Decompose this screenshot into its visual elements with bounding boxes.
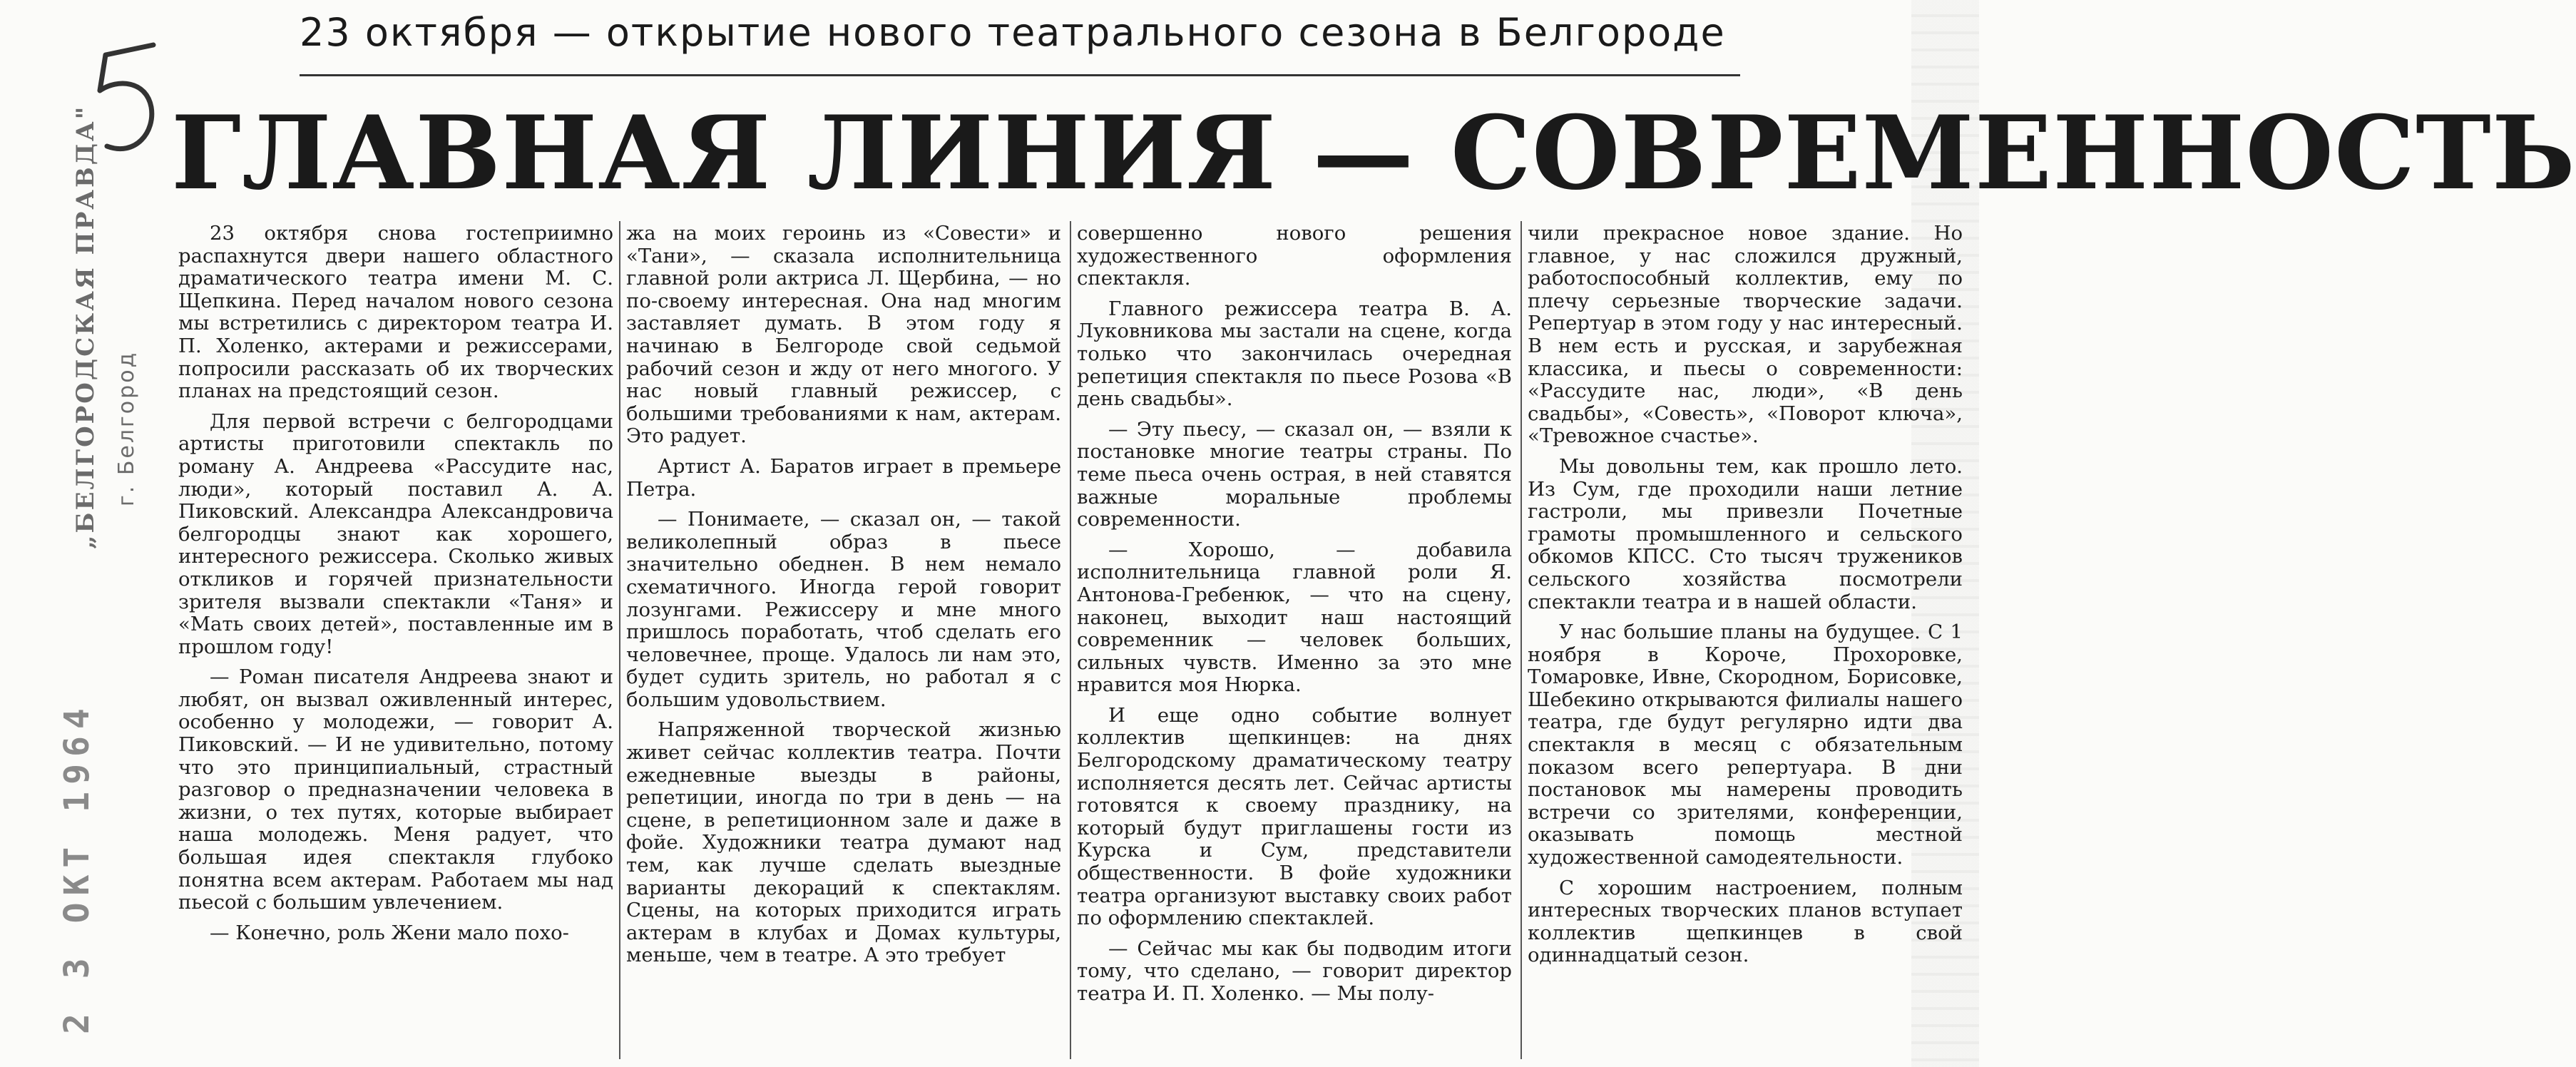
paragraph: Артист А. Баратов играет в премьере Петра.	[626, 454, 1061, 501]
column-rule	[1520, 221, 1522, 1059]
article-column-3	[1077, 223, 1512, 1014]
paragraph: Для первой встречи с белгородцами артисты приготовили спектакль по роману А. Андреева «Рассудите нас, люди», который поставил А. А. Пиковский. Александра Александровича белгородцы знают как хорошего, интересного режиссера. Сколько живых откликов и горячей признательности зрителя вызвали спектакли «Таня» и «Мать своих детей», поставленные им в прошлом году!	[178, 409, 613, 658]
paragraph: — Хорошо, — добавила исполнительница главной роли Я. Антонова-Гребенюк, — что на сцену, наконец, выходит наш настоящий современник — человек больших, сильных чувств. Именно за это мне нравится моя Нюрка.	[1077, 538, 1512, 697]
paragraph: И еще одно событие волнует коллектив щепкинцев: на днях Белгородскому драматическому театру исполняется десять лет. Сейчас артисты готовятся к своему празднику, на который будут приглашены гости из Курска и Сум, представители общественности. В фойе художники театра организуют выставку своих работ по оформлению спектаклей.	[1077, 703, 1512, 930]
stamp-city: г. Белгород	[114, 350, 139, 506]
paragraph: Главного режиссера театра В. А. Луковникова мы застали на сцене, когда только что закончилась очередная репетиция спектакля по пьесе Розова «В день свадьбы».	[1077, 297, 1512, 411]
kicker-rule	[300, 74, 1740, 76]
stamp-date: 2 3 ОКТ 1964	[57, 701, 97, 1034]
article-column-4	[1528, 223, 1963, 975]
paragraph: — Роман писателя Андреева знают и любят, он вызвал оживленный интерес, особенно у молодежи, — говорит А. Пиковский. — И не удивительно, потому что это принципиальный, страстный разговор о предназначении человека в жизни, о тех путях, которые выбирает наша молодежь. Меня радует, что большая идея спектакля глубоко понятна всем актерам. Работаем мы над пьесой с большим увлечением.	[178, 665, 613, 914]
paragraph: — Эту пьесу, — сказал он, — взяли к постановке многие театры страны. По теме пьеса очень острая, в ней ставятся важные моральные проблемы современности.	[1077, 417, 1512, 531]
kicker-headline: 23 октября — открытие нового театрального сезона в Белгороде	[300, 10, 1726, 55]
paragraph: — Сейчас мы как бы подводим итоги тому, что сделано, — говорит директор театра И. П. Холенко. — Мы полу-	[1077, 936, 1512, 1005]
paragraph: С хорошим настроением, полным интересных творческих планов вступает коллектив щепкинцев в свой одиннадцатый сезон.	[1528, 876, 1963, 967]
paragraph: 23 октября снова гостеприимно распахнутся двери нашего областного драматического театра имени М. С. Щепкина. Перед началом нового сезона мы встретились с директором театра И. П. Холенко, актерами и режиссерами, попросили рассказать об их творческих планах на предстоящий сезон.	[178, 222, 613, 403]
archive-stamp	[29, 104, 150, 1034]
paragraph: жа на моих героинь из «Совести» и «Тани», — сказала исполнительница главной роли актриса Л. Щербина, — но по-своему интересная. Она над многим заставляет думать. В этом году я начинаю в Белгороде свой седьмой рабочий сезон и жду от него многого. У нас новый главный режиссер, с большими требованиями к нам, актерам. Это радует.	[626, 222, 1061, 448]
stamp-newspaper-name: „БЕЛГОРОДСКАЯ ПРАВДА"	[71, 104, 100, 549]
column-rule	[1070, 221, 1071, 1059]
article-column-2	[626, 223, 1061, 975]
paragraph: Напряженной творческой жизнью живет сейчас коллектив театра. Почти ежедневные выезды в районы, репетиции, иногда по три в день — на сцене, в репетиционном зале и даже в фойе. Художники театра думают над тем, как лучше сделать выездные варианты декораций к спектаклям. Сцены, на которых приходится играть актерам в клубах и Домах культуры, меньше, чем в театре. А это требует	[626, 718, 1061, 967]
paragraph: — Понимаете, — сказал он, — такой великолепный образ в пьесе значительно обеднен. В нем немало схематичного. Иногда герой говорит лозунгами. Режиссеру и мне много пришлось поработать, чтоб сделать его человечнее, проще. Удалось ли нам это, будет судить зритель, но работал я с большим удовольствием.	[626, 508, 1061, 711]
column-rule	[619, 221, 620, 1059]
paragraph: — Конечно, роль Жени мало похо-	[210, 921, 569, 944]
article-column-1	[178, 223, 613, 952]
paragraph: чили прекрасное новое здание. Но главное, у нас сложился дружный, работоспособный коллектив, ему по плечу серьезные творческие задачи. Репертуар в этом году у нас интересный. В нем есть и русская, и зарубежная классика, и пьесы о современности: «Рассудите нас, люди», «В день свадьбы», «Совесть», «Поворот ключа», «Тревожное счастье».	[1528, 222, 1963, 448]
paragraph: совершенно нового решения художественного оформления спектакля.	[1077, 222, 1512, 290]
main-headline: ГЛАВНАЯ ЛИНИЯ — СОВРЕМЕННОСТЬ	[171, 94, 2576, 213]
paragraph: Мы довольны тем, как прошло лето. Из Сум, где проходили наши летние гастроли, мы привезли Почетные грамоты промышленного и сельского обкомов КПСС. Сто тысяч тружеников сельского хозяйства посмотрели спектакли театра и в нашей области.	[1528, 454, 1963, 613]
paragraph: У нас большие планы на будущее. С 1 ноября в Короче, Прохоровке, Томаровке, Ивне, Скородном, Борисовке, Шебекино открываются филиалы нашего театра, где будут регулярно идти два спектакля в месяц с обязательным показом всего репертуара. В дни постановок мы намерены проводить встречи со зрителями, конференции, оказывать помощь местной художественной самодеятельности.	[1528, 621, 1963, 869]
